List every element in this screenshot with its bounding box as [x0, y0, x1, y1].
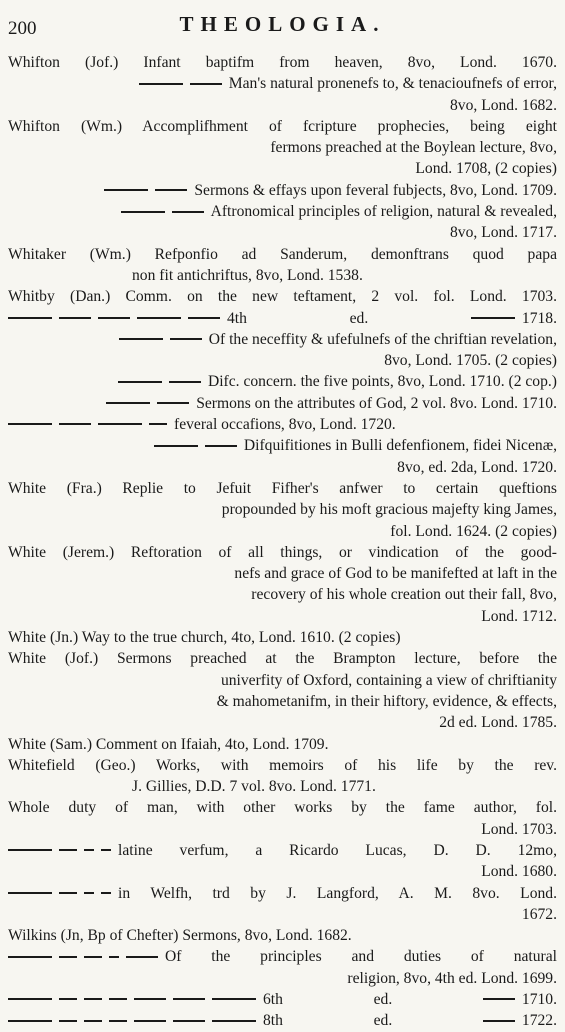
ditto-rule: [212, 1020, 256, 1022]
ditto-rule: [84, 956, 102, 958]
catalogue-entry: [8, 1010, 557, 1031]
entry-text: 8vo, Lond. 1682.: [450, 96, 557, 114]
entry-date: 1710.: [521, 991, 557, 1009]
ditto-rule: [98, 317, 130, 319]
ditto-rule: [109, 998, 127, 1000]
ditto-rule: [483, 998, 515, 1000]
entry-continuation-line: [8, 691, 557, 712]
ditto-rule: [84, 892, 94, 894]
ditto-rule: [84, 998, 102, 1000]
entry-text: Sermons on the attributes of God, 2 vol. 8vo. Lond. 1710.: [196, 394, 557, 412]
catalogue-entry: [8, 393, 557, 414]
catalogue-entry: [8, 925, 557, 946]
entry-text: in Welfh, trd by J. Langford, A. M. 8vo. Lond.: [118, 884, 557, 902]
entry-line: [8, 542, 557, 563]
ditto-rule: [126, 956, 158, 958]
entry-line: [8, 755, 557, 776]
entry-text: 8vo, Lond. 1705. (2 copies): [384, 352, 557, 370]
entry-continuation-line: [8, 861, 557, 882]
entry-text: 1672.: [521, 905, 557, 923]
entry-text: White (Jn.) Way to the true church, 4to, Lond. 1610. (2 copies): [8, 629, 401, 647]
entry-continuation-line: [8, 265, 557, 286]
entry-text: nefs and grace of God to be manifefted at laft in the: [234, 565, 557, 583]
entry-line: [8, 180, 557, 201]
entry-date: 1718.: [521, 309, 557, 327]
entry-line: [8, 435, 557, 456]
catalogue-entry: [8, 840, 557, 883]
ditto-rule: [149, 423, 167, 425]
ditto-rule: [59, 892, 77, 894]
entry-text: 8th ed.: [263, 1012, 393, 1030]
entry-line: [8, 627, 557, 648]
entry-text: White (Fra.) Replie to Jefuit Fifher's anfwer to certain queftions: [8, 479, 557, 497]
entry-line: [8, 1010, 557, 1031]
catalogue-entry: [8, 883, 557, 926]
entry-text: recovery of his whole creation out their fall, 8vo,: [251, 586, 557, 604]
entry-date: 1722.: [521, 1012, 557, 1030]
ditto-rule: [119, 338, 163, 340]
page-number: 200: [8, 18, 37, 39]
entry-line: [8, 946, 557, 967]
entry-continuation-line: [8, 521, 557, 542]
ditto-rule: [59, 849, 77, 851]
entry-continuation-line: [8, 95, 557, 116]
catalogue-entry: [8, 73, 557, 116]
entry-line: [8, 414, 557, 435]
entry-text: & mahometanifm, in their hiftory, evidence, & effects,: [216, 692, 557, 710]
entry-text: Sermons & effays upon feveral fubjects, 8vo, Lond. 1709.: [194, 181, 557, 199]
ditto-rule: [109, 1020, 127, 1022]
entry-text: propounded by his moft gracious majefty king James,: [221, 501, 557, 519]
entry-text: Lond. 1703.: [481, 820, 557, 838]
entry-text: Aftronomical principles of religion, natural & revealed,: [210, 203, 557, 221]
catalogue-entry: [8, 52, 557, 73]
entry-text: Lond. 1680.: [481, 863, 557, 881]
entry-text: 8vo, Lond. 1717.: [450, 224, 557, 242]
ditto-rule: [8, 892, 52, 894]
entry-text: fol. Lond. 1624. (2 copies): [390, 522, 557, 540]
entry-continuation-line: [8, 457, 557, 478]
entry-text: Lond. 1712.: [481, 607, 557, 625]
entry-line: [8, 797, 557, 818]
catalogue-entry: [8, 201, 557, 244]
catalogue-entry: [8, 244, 557, 287]
running-title: THEOLOGIA.: [179, 12, 386, 36]
ditto-rule: [104, 189, 148, 191]
ditto-rule: [155, 189, 187, 191]
ditto-rule: [173, 998, 205, 1000]
ditto-rule: [59, 956, 77, 958]
ditto-rule: [139, 83, 183, 85]
entry-text: Whitaker (Wm.) Refponfio ad Sanderum, demonftrans quod papa: [8, 245, 557, 263]
ditto-rule: [8, 423, 52, 425]
entry-line: [8, 648, 557, 669]
ditto-rule: [134, 998, 166, 1000]
ditto-rule: [170, 338, 202, 340]
entry-continuation-line: [8, 670, 557, 691]
ditto-rule: [471, 317, 515, 319]
entry-text: J. Gillies, D.D. 7 vol. 8vo. Lond. 1771.: [132, 778, 376, 796]
catalogue-entry: [8, 542, 557, 627]
entry-text: Whifton (Wm.) Accomplifhment of fcripture prophecies, being eight: [8, 117, 557, 135]
catalogue-entry: [8, 734, 557, 755]
entry-text: Whifton (Jof.) Infant baptifm from heaven, 8vo, Lond. 1670.: [8, 54, 557, 71]
ditto-rule: [59, 423, 91, 425]
ditto-rule: [98, 423, 142, 425]
ditto-rule: [59, 1020, 77, 1022]
entry-text: Difquifitiones in Bulli defenfionem, fidei Nicenæ,: [243, 437, 557, 455]
entry-text: 2d ed. Lond. 1785.: [439, 714, 557, 732]
catalogue-entry: [8, 755, 557, 798]
entry-line: [8, 371, 557, 392]
entry-text: Whitefield (Geo.) Works, with memoirs of his life by the rev.: [8, 756, 557, 774]
entry-line: [8, 286, 557, 307]
entry-continuation-line: [8, 222, 557, 243]
ditto-rule: [118, 381, 162, 383]
ditto-rule: [154, 445, 198, 447]
entry-line: [8, 201, 557, 222]
ditto-rule: [101, 849, 111, 851]
entry-text: univerfity of Oxford, containing a view of chriftianity: [220, 671, 557, 689]
entry-line: [8, 734, 557, 755]
catalogue-entry: [8, 308, 557, 329]
entry-line: [8, 329, 557, 350]
ditto-rule: [173, 1020, 205, 1022]
entry-continuation-line: [8, 499, 557, 520]
catalogue-entry: [8, 329, 557, 372]
entry-text: Of the neceffity & ufefulnefs of the chriftian revelation,: [208, 330, 557, 348]
catalogue-entry: [8, 797, 557, 840]
entry-continuation-line: [8, 584, 557, 605]
entry-text: non fit antichriftus, 8vo, Lond. 1538.: [132, 266, 363, 284]
entry-text: Man's natural pronenefs to, & tenacioufnefs of error,: [228, 75, 557, 93]
entry-text: Difc. concern. the five points, 8vo, Lond. 1710. (2 cop.): [207, 373, 557, 391]
entry-continuation-line: [8, 606, 557, 627]
entry-text: Of the principles and duties of natural: [165, 948, 557, 966]
ditto-rule: [137, 317, 181, 319]
catalogue-entry: [8, 371, 557, 392]
entry-text: Whitby (Dan.) Comm. on the new teftament, 2 vol. fol. Lond. 1703.: [8, 288, 557, 306]
ditto-rule: [8, 1020, 52, 1022]
entry-line: [8, 393, 557, 414]
ditto-rule: [172, 211, 204, 213]
ditto-rule: [190, 83, 222, 85]
catalogue-entry: [8, 478, 557, 542]
catalogue-entry: [8, 180, 557, 201]
entry-continuation-line: [8, 137, 557, 158]
catalogue-entry: [8, 648, 557, 733]
ditto-rule: [59, 998, 77, 1000]
entry-text: 6th ed.: [263, 991, 393, 1009]
ditto-rule: [84, 849, 94, 851]
ditto-rule: [8, 849, 52, 851]
entry-text: White (Jerem.) Reftoration of all things, or vindication of the good-: [8, 543, 557, 561]
catalogue-entry: [8, 435, 557, 478]
catalogue-entry: [8, 116, 557, 180]
catalogue-entry: [8, 414, 557, 435]
entry-continuation-line: [8, 776, 557, 797]
entry-text: Lond. 1708, (2 copies): [415, 160, 557, 178]
ditto-rule: [134, 1020, 166, 1022]
ditto-rule: [84, 1020, 102, 1022]
entry-text: fermons preached at the Boylean lecture, 8vo,: [270, 139, 557, 157]
entry-line: [8, 883, 557, 904]
ditto-rule: [483, 1020, 515, 1022]
ditto-rule: [188, 317, 220, 319]
catalogue-entry: [8, 627, 557, 648]
entry-continuation-line: [8, 350, 557, 371]
entry-line: [8, 925, 557, 946]
entry-continuation-line: [8, 904, 557, 925]
entry-continuation-line: [8, 563, 557, 584]
ditto-rule: [59, 317, 91, 319]
ditto-rule: [8, 317, 52, 319]
entry-text: latine verfum, a Ricardo Lucas, D. D. 12mo,: [118, 841, 557, 859]
entry-text: 8vo, ed. 2da, Lond. 1720.: [397, 458, 557, 476]
entry-continuation-line: [8, 712, 557, 733]
entry-continuation-line: [8, 819, 557, 840]
entry-continuation-line: [8, 158, 557, 179]
entry-line: [8, 116, 557, 137]
ditto-rule: [109, 956, 119, 958]
ditto-rule: [106, 402, 150, 404]
entry-text: feveral occafions, 8vo, Lond. 1720.: [174, 416, 396, 434]
entry-text: White (Sam.) Comment on Ifaiah, 4to, Lond. 1709.: [8, 735, 329, 753]
entry-line: [8, 478, 557, 499]
ditto-rule: [205, 445, 237, 447]
entry-text: 4th ed.: [227, 309, 369, 327]
entry-text: White (Jof.) Sermons preached at the Brampton lecture, before the: [8, 650, 557, 668]
ditto-rule: [8, 998, 52, 1000]
entry-text: religion, 8vo, 4th ed. Lond. 1699.: [347, 969, 557, 987]
entry-line: [8, 308, 557, 329]
ditto-rule: [121, 211, 165, 213]
ditto-rule: [8, 956, 52, 958]
entry-text: Whole duty of man, with other works by the fame author, fol.: [8, 799, 557, 817]
ditto-rule: [169, 381, 201, 383]
catalogue-entry: [8, 946, 557, 989]
entry-text: Wilkins (Jn, Bp of Chefter) Sermons, 8vo, Lond. 1682.: [8, 927, 352, 945]
ditto-rule: [101, 892, 111, 894]
entry-line: [8, 244, 557, 265]
ditto-rule: [157, 402, 189, 404]
catalogue-entries: [8, 52, 557, 1032]
entry-line: [8, 52, 557, 73]
entry-line: [8, 840, 557, 861]
page-header: [8, 12, 557, 42]
entry-line: [8, 73, 557, 94]
ditto-rule: [212, 998, 256, 1000]
catalogue-entry: [8, 286, 557, 307]
entry-continuation-line: [8, 968, 557, 989]
